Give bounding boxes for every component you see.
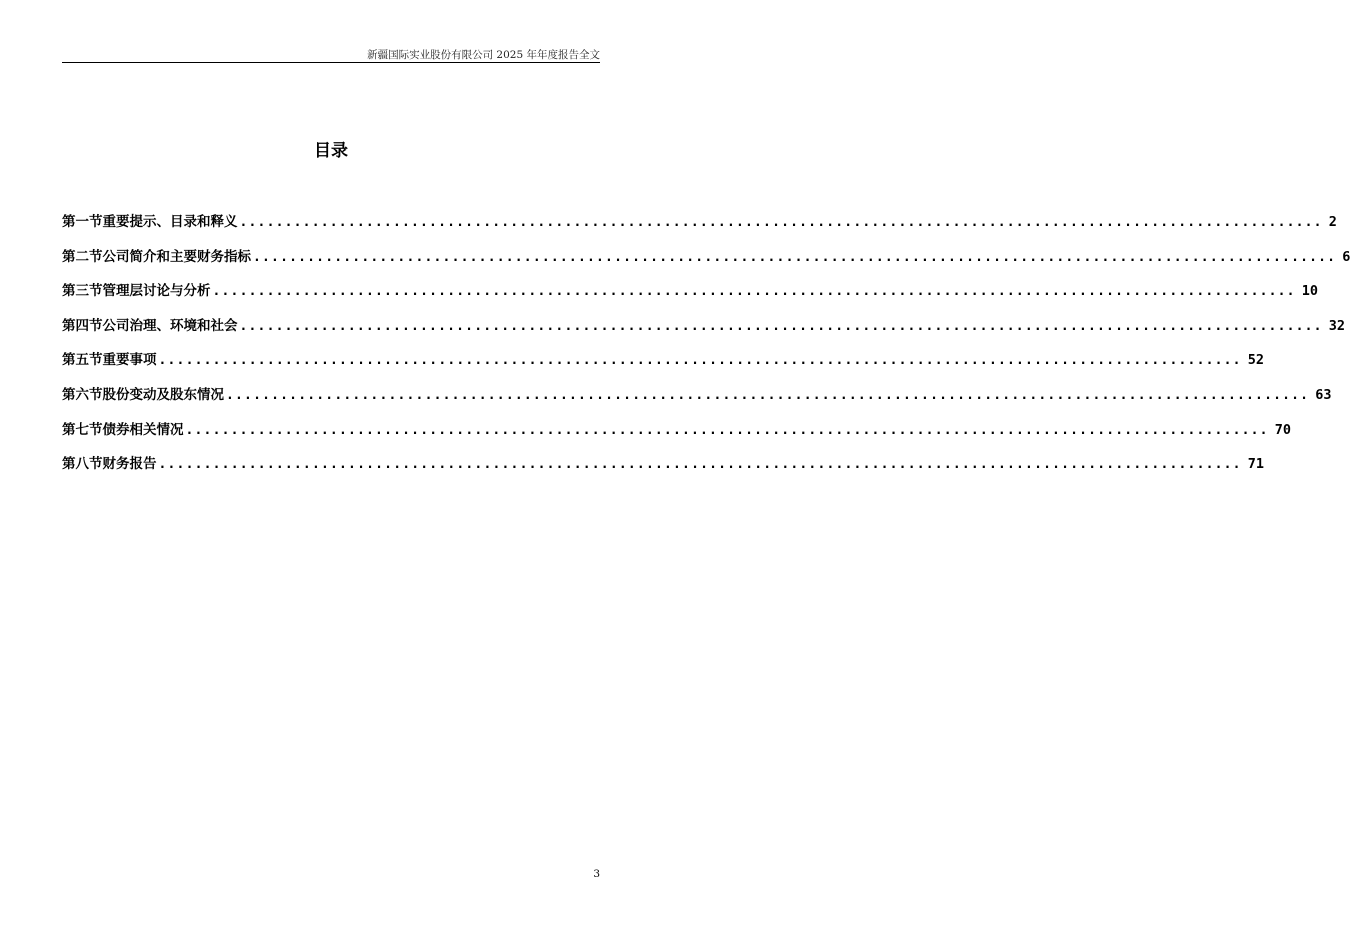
toc-entry[interactable] (62, 418, 1291, 453)
toc-leader-dots: ........................................................................................................................ (185, 422, 1269, 438)
toc-section-number: 第三节 (62, 283, 103, 300)
toc-section-title: 公司治理、环境和社会 (102, 317, 238, 334)
toc-section-title: 债券相关情况 (102, 421, 184, 438)
toc-section-number: 第六节 (62, 386, 103, 403)
toc-section-number: 第一节 (62, 214, 103, 230)
toc-section-title: 重要提示、目录和释义 (102, 214, 238, 230)
toc-entry[interactable] (62, 210, 1337, 245)
toc-leader-dots: ........................................................................................................................ (158, 353, 1242, 369)
toc-section-number: 第五节 (62, 352, 103, 369)
toc-section-title: 管理层讨论与分析 (102, 283, 211, 300)
toc-title: 目录 (314, 141, 348, 161)
toc-entry[interactable] (62, 348, 1264, 383)
toc-section-number: 第七节 (62, 421, 103, 438)
toc-entry[interactable] (62, 279, 1318, 314)
toc-leader-dots: ........................................................................................................................ (239, 318, 1323, 334)
table-of-contents (62, 210, 1350, 487)
page-number: 3 (593, 868, 600, 880)
toc-section-title: 公司简介和主要财务指标 (102, 248, 251, 265)
toc-leader-dots: ........................................................................................................................ (212, 284, 1296, 300)
toc-page-number: 2 (1328, 214, 1337, 230)
toc-section-title: 财务报告 (102, 456, 157, 473)
toc-page-number: 63 (1315, 386, 1332, 403)
toc-leader-dots: ........................................................................................................................ (239, 215, 1323, 230)
toc-entry[interactable] (62, 314, 1345, 349)
toc-entry[interactable] (62, 383, 1332, 418)
toc-leader-dots: ........................................................................................................................ (253, 249, 1337, 265)
toc-entry[interactable] (62, 245, 1350, 280)
toc-page-number: 52 (1247, 352, 1264, 369)
toc-page-number: 10 (1301, 283, 1318, 300)
toc-leader-dots: ........................................................................................................................ (226, 387, 1310, 403)
toc-section-title: 股份变动及股东情况 (102, 386, 224, 403)
toc-leader-dots: ........................................................................................................................ (158, 457, 1242, 473)
toc-page-number: 70 (1274, 421, 1291, 438)
toc-page-number: 32 (1328, 317, 1345, 334)
toc-entry[interactable] (62, 452, 1264, 487)
toc-page-number: 6 (1342, 248, 1350, 265)
toc-section-number: 第四节 (62, 317, 103, 334)
running-header: 新疆国际实业股份有限公司 2025 年年度报告全文 (367, 49, 600, 61)
toc-section-number: 第八节 (62, 456, 103, 473)
toc-section-number: 第二节 (62, 248, 103, 265)
toc-section-title: 重要事项 (102, 352, 157, 369)
toc-page-number: 71 (1247, 456, 1264, 473)
header-rule (62, 62, 600, 63)
